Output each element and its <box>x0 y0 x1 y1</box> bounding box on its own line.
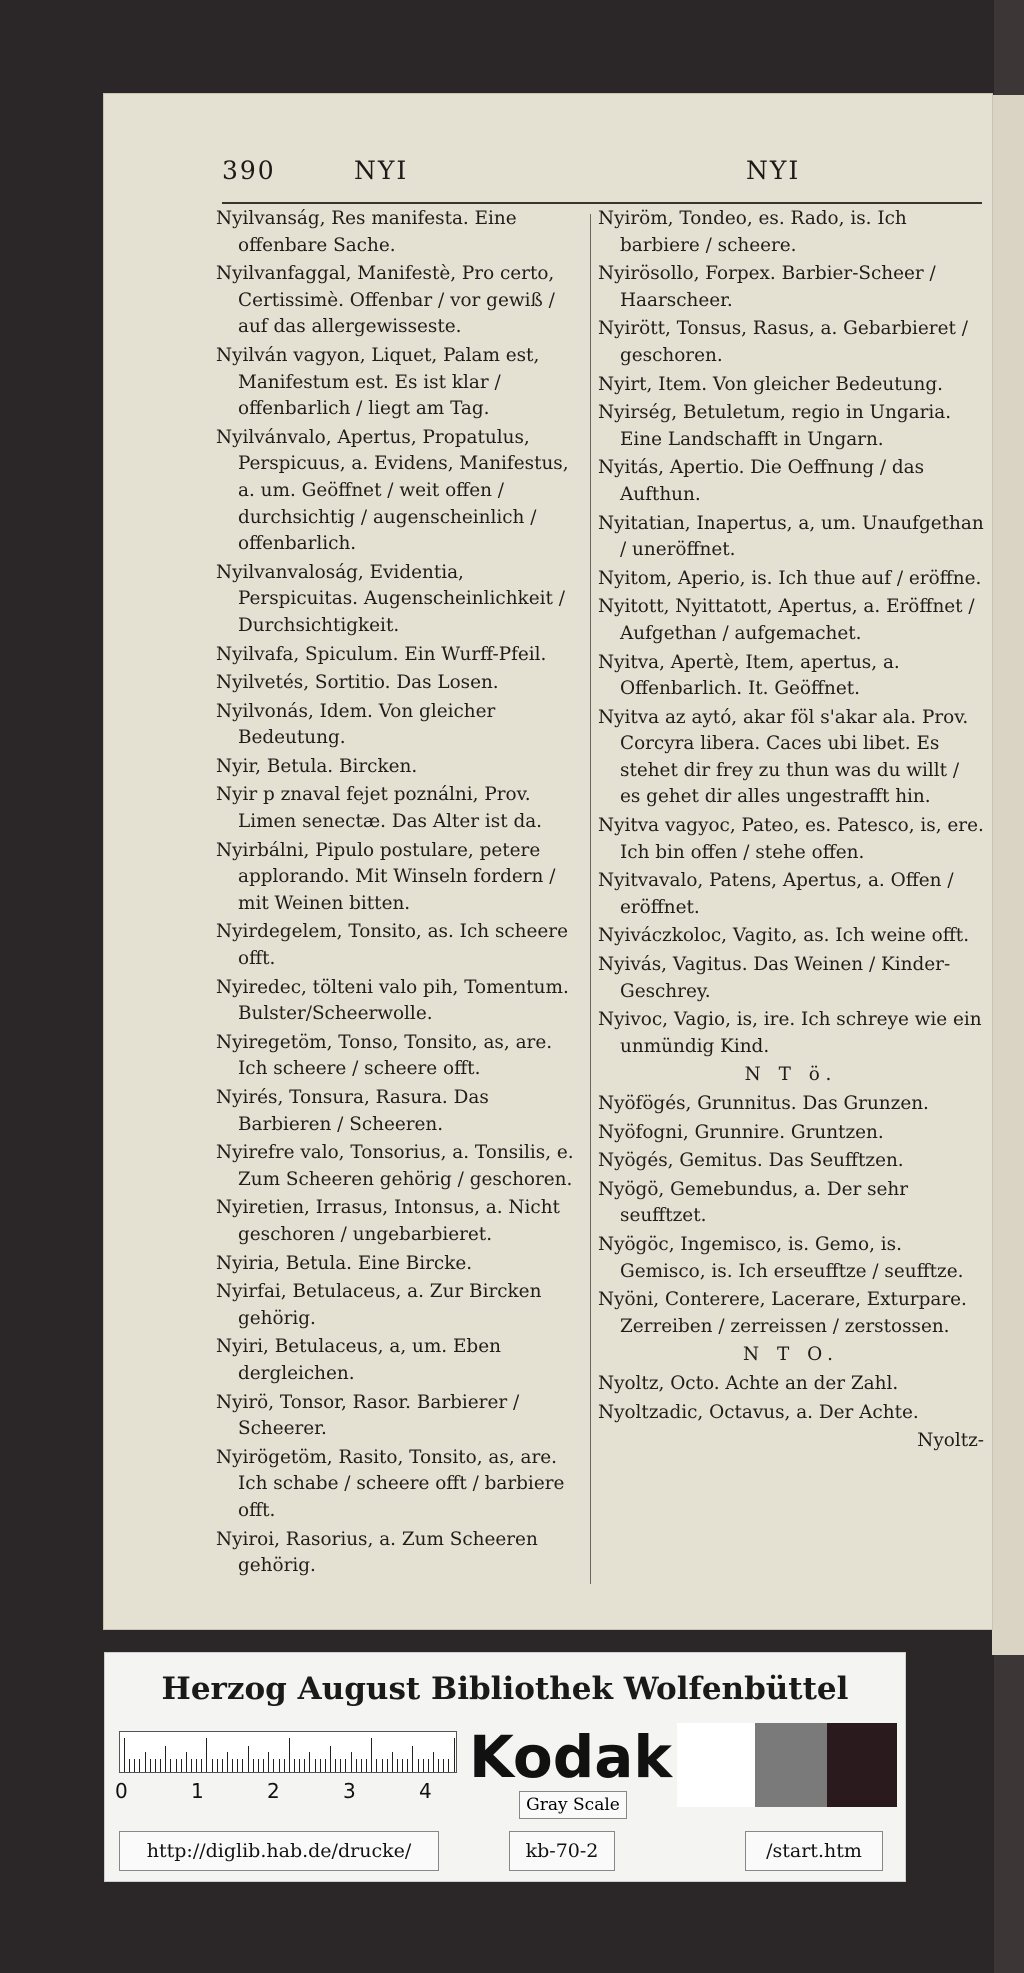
dictionary-entry: Nyiri, Betulaceus, a, um. Eben dergleichen. <box>216 1336 501 1384</box>
ruler-tick <box>443 1759 444 1772</box>
column-divider <box>590 214 591 1584</box>
ruler-tick <box>366 1759 367 1772</box>
ruler-tick <box>273 1759 274 1772</box>
dictionary-entry: Nyiregetöm, Tonso, Tonsito, as, are. Ich scheere / scheere offt. <box>216 1031 553 1080</box>
dictionary-entry: Nyirfai, Betulaceus, a. Zur Bircken gehörig. <box>216 1281 542 1329</box>
ruler-tick <box>387 1759 388 1772</box>
ruler-tick <box>201 1759 202 1772</box>
ruler-tick <box>454 1738 455 1772</box>
ruler-number: 4 <box>419 1779 432 1803</box>
dictionary-entry: Nyiröm, Tondeo, es. Rado, is. Ich barbiere / scheere. <box>598 208 907 256</box>
ruler-tick <box>139 1759 140 1772</box>
dictionary-entry: Nyirés, Tonsura, Rasura. Das Barbieren / Scheeren. <box>216 1087 489 1135</box>
dictionary-entry: Nyitvavalo, Patens, Apertus, a. Offen / eröffnet. <box>598 870 954 918</box>
dictionary-entry: Nyir p znaval fejet poználni, Prov. Limen senectæ. Das Alter ist da. <box>216 784 543 833</box>
scale-ruler <box>119 1731 457 1773</box>
ruler-tick <box>124 1738 125 1772</box>
ruler-tick <box>382 1759 383 1772</box>
ruler-tick <box>170 1759 171 1772</box>
start-field: /start.htm <box>745 1831 883 1871</box>
dictionary-entry: Nyir, Betula. Bircken. <box>216 755 418 777</box>
ruler-tick <box>335 1759 336 1772</box>
dictionary-entry: Nyivás, Vagitus. Das Weinen / Kinder-Geschrey. <box>598 954 951 1002</box>
ruler-tick <box>351 1752 352 1772</box>
ruler-tick <box>392 1752 393 1772</box>
color-target-card <box>104 1652 906 1882</box>
ruler-tick <box>289 1738 290 1772</box>
ruler-tick <box>361 1759 362 1772</box>
ruler-tick <box>345 1759 346 1772</box>
ruler-tick <box>165 1746 166 1772</box>
dictionary-entry: Nyiria, Betula. Eine Bircke. <box>216 1252 473 1274</box>
kodak-logo: Kodak <box>469 1723 672 1791</box>
ruler-tick <box>448 1759 449 1772</box>
dictionary-entry: Nyiváczkoloc, Vagito, as. Ich weine offt. <box>598 925 970 947</box>
dictionary-entry: Nyirögetöm, Rasito, Tonsito, as, are. Ich schabe / scheere offt / barbiere offt. <box>216 1446 565 1521</box>
url-field: http://diglib.hab.de/drucke/ <box>119 1831 439 1871</box>
dictionary-entry: Nyiroi, Rasorius, a. Zum Scheeren gehörig. <box>216 1528 538 1577</box>
dictionary-entry: Nyilvanvaloság, Evidentia, Perspicuitas. Augenscheinlichkeit / Durchsichtigkeit. <box>216 561 565 636</box>
ruler-number: 1 <box>191 1779 204 1803</box>
dictionary-entry: Nyögöc, Ingemisco, is. Gemo, is. Gemisco, is. Ich erseufftze / seufftze. <box>598 1233 964 1282</box>
running-head-right: NYI <box>746 156 801 185</box>
ruler-tick <box>304 1759 305 1772</box>
dictionary-entry: Nyilvonás, Idem. Von gleicher Bedeutung. <box>216 700 496 749</box>
dictionary-entry: Nyilvanság, Res manifesta. Eine offenbare Sache. <box>216 208 517 256</box>
ruler-tick <box>320 1759 321 1772</box>
ruler-tick <box>248 1746 249 1772</box>
dictionary-entry: Nyirött, Tonsus, Rasus, a. Gebarbieret / geschoren. <box>598 318 968 366</box>
catchword: Nyoltz- <box>917 1430 984 1452</box>
dictionary-entry: Nyilvánvalo, Apertus, Propatulus, Perspicuus, a. Evidens, Manifestus, a. um. Geöffnet / weit offen / durchsichtig / augenscheinlich / offenbarlich. <box>216 426 569 555</box>
code-field: kb-70-2 <box>509 1831 615 1871</box>
ruler-number: 0 <box>115 1779 128 1803</box>
ruler-tick <box>191 1759 192 1772</box>
dictionary-entry: Nyirbálni, Pipulo postulare, petere applorando. Mit Winseln fordern / mit Weinen bitten. <box>216 839 556 914</box>
dictionary-entry: Nyöfogni, Grunnire. Gruntzen. <box>598 1121 884 1143</box>
ruler-tick <box>428 1759 429 1772</box>
ruler-tick <box>242 1759 243 1772</box>
ruler-tick <box>155 1759 156 1772</box>
dictionary-entry: Nyirefre valo, Tonsorius, a. Tonsilis, e. Zum Scheeren gehörig / geschoren. <box>216 1142 574 1190</box>
ruler-tick <box>371 1738 372 1772</box>
ruler-tick <box>160 1759 161 1772</box>
ruler-tick <box>196 1759 197 1772</box>
dictionary-entry: Nyirö, Tonsor, Rasor. Barbierer / Scheerer. <box>216 1391 520 1440</box>
ruler-tick <box>284 1759 285 1772</box>
dictionary-entry: Nyoltzadic, Octavus, a. Der Achte. <box>598 1401 919 1423</box>
ruler-tick <box>407 1759 408 1772</box>
dictionary-entry: Nyitva, Apertè, Item, apertus, a. Offenbarlich. It. Geöffnet. <box>598 651 900 700</box>
ruler-tick <box>423 1759 424 1772</box>
dictionary-entry: Nyitom, Aperio, is. Ich thue auf / eröffne. <box>598 567 982 589</box>
gray-patch-white <box>677 1723 755 1807</box>
ruler-tick <box>181 1759 182 1772</box>
ruler-number: 3 <box>343 1779 356 1803</box>
ruler-tick <box>129 1759 130 1772</box>
adjacent-page-edge <box>992 95 1024 1655</box>
ruler-tick <box>134 1759 135 1772</box>
ruler-tick <box>330 1746 331 1772</box>
ruler-tick <box>212 1759 213 1772</box>
dictionary-entry: Nyitás, Apertio. Die Oeffnung / das Aufthun. <box>598 457 925 505</box>
ruler-tick <box>227 1752 228 1772</box>
right-column <box>598 206 984 1455</box>
dictionary-entry: Nyögö, Gemebundus, a. Der sehr seufftzet. <box>598 1178 909 1227</box>
ruler-tick <box>222 1759 223 1772</box>
dictionary-entry: Nyoltz, Octo. Achte an der Zahl. <box>598 1372 899 1394</box>
dictionary-entry: Nyirösollo, Forpex. Barbier-Scheer / Haarscheer. <box>598 263 936 311</box>
dictionary-entry: Nyitva vagyoc, Pateo, es. Patesco, is, ere. Ich bin offen / stehe offen. <box>598 815 984 863</box>
ruler-number: 2 <box>267 1779 280 1803</box>
dictionary-entry: Nyilvafa, Spiculum. Ein Wurff-Pfeil. <box>216 643 547 665</box>
ruler-tick <box>176 1759 177 1772</box>
dictionary-entry: Nyiredec, tölteni valo pih, Tomentum. Bulster/Scheerwolle. <box>216 976 569 1025</box>
dictionary-entry: Nyiretien, Irrasus, Intonsus, a. Nicht geschoren / ungebarbieret. <box>216 1197 560 1245</box>
dictionary-entry: Nyivoc, Vagio, is, ire. Ich schreye wie ein unmündig Kind. <box>598 1009 982 1057</box>
page-number: 390 <box>222 156 276 185</box>
ruler-tick <box>438 1759 439 1772</box>
ruler-tick <box>356 1759 357 1772</box>
ruler-tick <box>325 1759 326 1772</box>
ruler-tick <box>309 1752 310 1772</box>
ruler-tick <box>412 1746 413 1772</box>
ruler-tick <box>397 1759 398 1772</box>
library-title: Herzog August Bibliothek Wolfenbüttel <box>161 1671 849 1707</box>
ruler-tick <box>237 1759 238 1772</box>
section-heading: N T O. <box>743 1344 839 1366</box>
ruler-tick <box>263 1759 264 1772</box>
ruler-tick <box>340 1759 341 1772</box>
left-column <box>216 206 586 1582</box>
dictionary-entry: Nyöni, Conterere, Lacerare, Exturpare. Zerreiben / zerreissen / zerstossen. <box>598 1289 967 1337</box>
gray-patch-mid <box>755 1723 827 1807</box>
head-rule <box>222 202 982 204</box>
dictionary-entry: Nyitatian, Inapertus, a, um. Unaufgethan / uneröffnet. <box>598 512 984 561</box>
ruler-tick <box>418 1759 419 1772</box>
ruler-tick <box>253 1759 254 1772</box>
ruler-tick <box>145 1752 146 1772</box>
dictionary-entry: Nyirség, Betuletum, regio in Ungaria. Eine Landschafft in Ungarn. <box>598 402 952 450</box>
ruler-tick <box>376 1759 377 1772</box>
dictionary-entry: Nyirt, Item. Von gleicher Bedeutung. <box>598 373 943 395</box>
ruler-tick <box>299 1759 300 1772</box>
gray-patch-dark <box>827 1723 897 1807</box>
ruler-tick <box>150 1759 151 1772</box>
dictionary-entry: Nyöfögés, Grunnitus. Das Grunzen. <box>598 1093 929 1114</box>
ruler-tick <box>315 1759 316 1772</box>
ruler-tick <box>294 1759 295 1772</box>
gray-scale-label: Gray Scale <box>519 1791 627 1819</box>
dictionary-entry: Nyilvanfaggal, Manifestè, Pro certo, Certissimè. Offenbar / vor gewiß / auf das allergewisseste. <box>216 263 555 338</box>
running-head-left: NYI <box>354 156 409 185</box>
ruler-tick <box>206 1738 207 1772</box>
ruler-tick <box>433 1752 434 1772</box>
ruler-tick <box>217 1759 218 1772</box>
book-page <box>104 94 992 1629</box>
dictionary-entry: Nyirdegelem, Tonsito, as. Ich scheere offt. <box>216 921 568 970</box>
dictionary-entry: Nyitott, Nyittatott, Apertus, a. Eröffnet / Aufgethan / aufgemachet. <box>598 596 975 644</box>
dictionary-entry: Nyilván vagyon, Liquet, Palam est, Manifestum est. Es ist klar / offenbarlich / liegt am Tag. <box>216 344 540 420</box>
ruler-tick <box>186 1752 187 1772</box>
dictionary-entry: Nyögés, Gemitus. Das Seufftzen. <box>598 1150 904 1172</box>
ruler-tick <box>258 1759 259 1772</box>
dictionary-entry: Nyilvetés, Sortitio. Das Losen. <box>216 672 499 694</box>
ruler-tick <box>232 1759 233 1772</box>
section-heading: N T ö. <box>744 1064 838 1086</box>
ruler-tick <box>402 1759 403 1772</box>
dictionary-entry: Nyitva az aytó, akar föl s'akar ala. Prov. Corcyra libera. Caces ubi libet. Es stehet dir frey zu thun was du willt / es gehet dir alles ungestrafft hin. <box>598 706 969 808</box>
ruler-tick <box>268 1752 269 1772</box>
ruler-tick <box>279 1759 280 1772</box>
